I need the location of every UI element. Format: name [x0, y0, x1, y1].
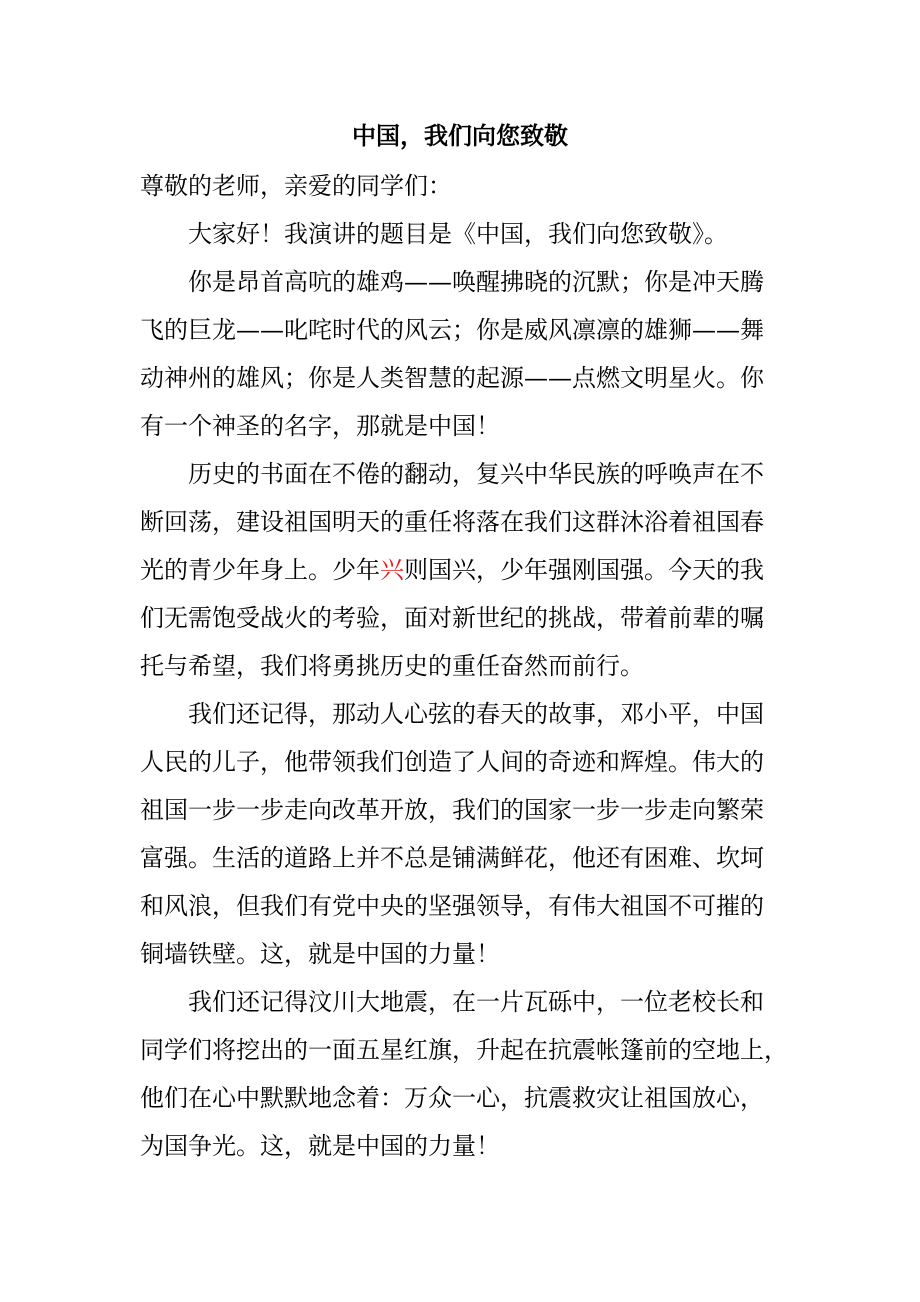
paragraph-line: 富强。生活的道路上并不总是铺满鲜花，他还有困难、坎坷 — [140, 844, 764, 872]
paragraph-line: 铜墙铁壁。这，就是中国的力量！ — [140, 940, 500, 968]
paragraph-line: 托与希望，我们将勇挑历史的重任奋然而前行。 — [140, 652, 644, 680]
salutation: 尊敬的老师，亲爱的同学们： — [140, 172, 452, 200]
paragraph-line: 断回荡，建设祖国明天的重任将落在我们这群沐浴着祖国春 — [140, 508, 764, 536]
paragraph-line: 人民的儿子，他带领我们创造了人间的奇迹和辉煌。伟大的 — [140, 748, 764, 776]
paragraph-line: 有一个神圣的名字，那就是中国！ — [140, 412, 500, 440]
paragraph-line: 我们还记得汶川大地震，在一片瓦砾中，一位老校长和 — [188, 988, 764, 1016]
paragraph-line — [140, 550, 764, 590]
paragraph-line: 他们在心中默默地念着：万众一心，抗震救灾让祖国放心， — [140, 1084, 764, 1112]
line-text-after-highlight: 则国兴，少年强刚国强。今天的我 — [404, 556, 764, 584]
paragraph-line: 飞的巨龙——叱咤时代的风云；你是威风凛凛的雄狮——舞 — [140, 316, 764, 344]
paragraph-line: 我们还记得，那动人心弦的春天的故事，邓小平，中国 — [188, 700, 764, 728]
paragraph-line: 动神州的雄风；你是人类智慧的起源——点燃文明星火。你 — [140, 364, 764, 392]
paragraph-line: 们无需饱受战火的考验，面对新世纪的挑战，带着前辈的嘱 — [140, 604, 764, 632]
paragraph-line: 和风浪，但我们有党中央的坚强领导，有伟大祖国不可摧的 — [140, 892, 764, 920]
highlighted-character: 兴 — [380, 556, 404, 584]
paragraph-line: 历史的书面在不倦的翻动，复兴中华民族的呼唤声在不 — [188, 460, 764, 488]
paragraph-line: 大家好！我演讲的题目是《中国，我们向您致敬》。 — [188, 220, 728, 248]
line-text-before-highlight: 光的青少年身上。少年 — [140, 556, 380, 584]
paragraph-line: 祖国一步一步走向改革开放，我们的国家一步一步走向繁荣 — [140, 796, 764, 824]
document-title: 中国，我们向您致敬 — [352, 121, 568, 150]
paragraph-line: 你是昂首高吭的雄鸡——唤醒拂晓的沉默；你是冲天腾 — [188, 268, 764, 296]
paragraph-line: 同学们将挖出的一面五星红旗，升起在抗震帐篷前的空地上， — [140, 1036, 788, 1064]
paragraph-line: 为国争光。这，就是中国的力量！ — [140, 1132, 500, 1160]
